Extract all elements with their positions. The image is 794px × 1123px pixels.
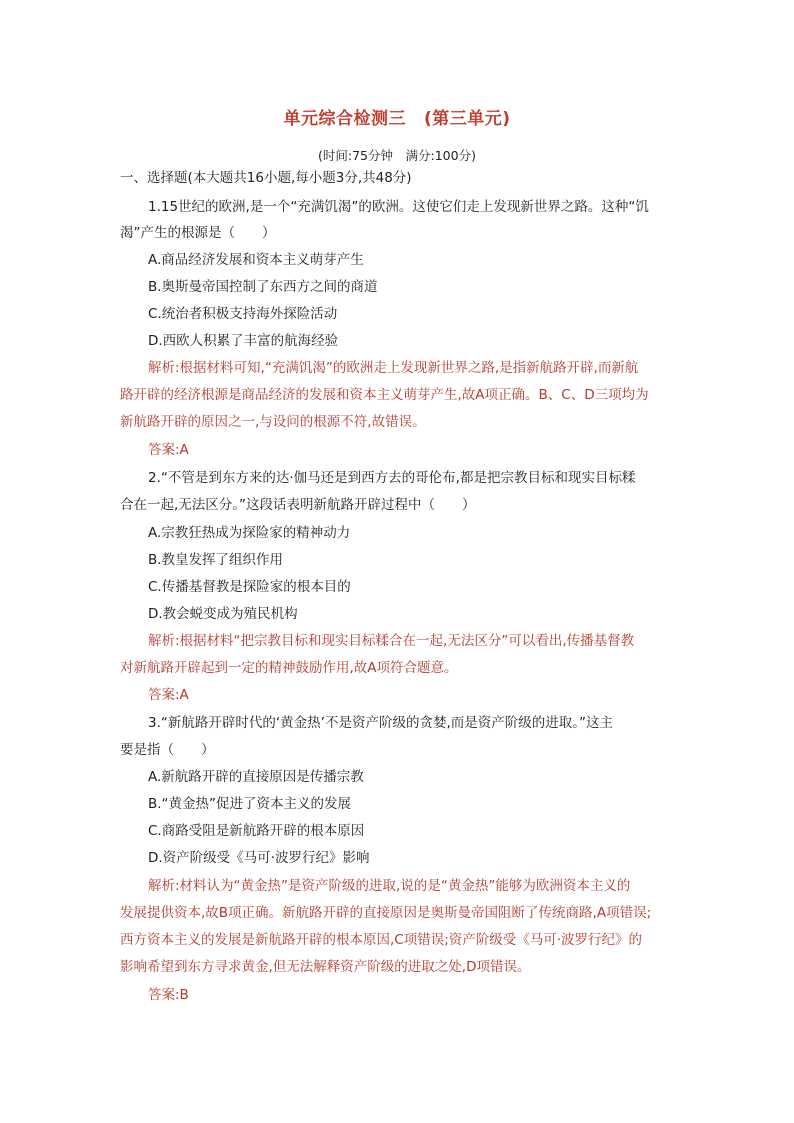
q3-stem-line2: 要是指（ ） xyxy=(120,742,215,758)
q2-option-a: A.宗教狂热成为探险家的精神动力 xyxy=(148,525,351,541)
q1-option-b: B.奥斯曼帝国控制了东西方之间的商道 xyxy=(148,279,378,295)
q3-option-d: D.资产阶级受《马可·波罗行纪》影响 xyxy=(148,850,370,866)
title-sub: (第三单元) xyxy=(423,109,511,129)
title-main: 单元综合检测三 xyxy=(283,109,406,129)
q3-option-a: A.新航路开辟的直接原因是传播宗教 xyxy=(148,769,364,785)
q3-explanation-line2: 发展提供资本,故B项正确。新航路开辟的直接原因是奥斯曼帝国阻断了传统商路,A项错误; xyxy=(120,905,652,921)
page-title xyxy=(0,104,794,129)
q3-explanation-line1: 解析:材料认为“黄金热”是资产阶级的进取,说的是“黄金热”能够为欧洲资本主义的 xyxy=(148,878,631,894)
q1-stem-line1: 1.15世纪的欧洲,是一个“充满饥渴”的欧洲。这使它们走上发现新世界之路。这种“饥 xyxy=(148,199,649,215)
q1-explanation-line1: 解析:根据材料可知,“充满饥渴”的欧洲走上发现新世界之路,是指新航路开辟,而新航 xyxy=(148,360,639,376)
q1-option-d: D.西欧人积累了丰富的航海经验 xyxy=(148,333,339,349)
q2-answer: 答案:A xyxy=(148,687,189,703)
q3-option-b: B.“黄金热”促进了资本主义的发展 xyxy=(148,796,352,812)
q1-answer: 答案:A xyxy=(148,442,189,458)
q1-option-a: A.商品经济发展和资本主义萌芽产生 xyxy=(148,252,364,268)
q3-answer: 答案:B xyxy=(148,987,189,1003)
q1-explanation-line2: 路开辟的经济根源是商品经济的发展和资本主义萌芽产生,故A项正确。B、C、D三项均为 xyxy=(120,387,649,403)
q1-option-c: C.统治者积极支持海外探险活动 xyxy=(148,306,338,322)
q2-explanation-line2: 对新航路开辟起到一定的精神鼓励作用,故A项符合题意。 xyxy=(120,660,458,676)
q1-explanation-line3: 新航路开辟的原因之一,与设问的根源不符,故错误。 xyxy=(120,414,426,430)
q3-explanation-line4: 影响希望到东方寻求黄金,但无法解释资产阶级的进取之处,D项错误。 xyxy=(120,959,531,975)
q2-option-c: C.传播基督教是探险家的根本目的 xyxy=(148,579,351,595)
q2-option-d: D.教会蜕变成为殖民机构 xyxy=(148,606,298,622)
section-heading: 一、选择题(本大题共16小题,每小题3分,共48分) xyxy=(120,170,412,186)
q2-explanation-line1: 解析:根据材料“把宗教目标和现实目标糅合在一起,无法区分”可以看出,传播基督教 xyxy=(148,633,635,649)
q3-explanation-line3: 西方资本主义的发展是新航路开辟的根本原因,C项错误;资产阶级受《马可·波罗行纪》的 xyxy=(120,932,643,948)
time-info: (时间:75分钟 满分:100分) xyxy=(318,148,476,163)
q3-stem-line1: 3.“新航路开辟时代的‘黄金热’不是资产阶级的贪婪,而是资产阶级的进取。”这主 xyxy=(148,715,613,731)
q3-option-c: C.商路受阻是新航路开辟的根本原因 xyxy=(148,823,365,839)
q2-option-b: B.教皇发挥了组织作用 xyxy=(148,552,284,568)
q2-stem-line1: 2.“不管是到东方来的达·伽马还是到西方去的哥伦布,都是把宗教目标和现实目标糅 xyxy=(148,470,636,486)
q2-stem-line2: 合在一起,无法区分。”这段话表明新航路开辟过程中（ ） xyxy=(120,497,476,513)
q1-stem-line2: 渴”产生的根源是（ ） xyxy=(120,225,276,241)
